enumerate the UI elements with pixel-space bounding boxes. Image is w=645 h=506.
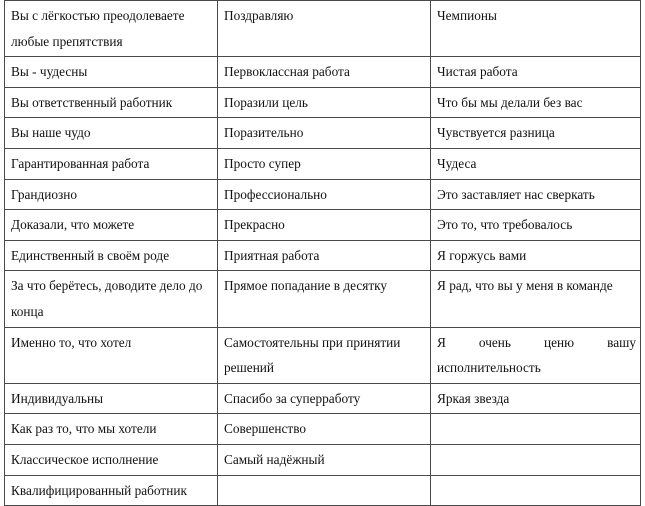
- table-cell: Первоклассная работа: [218, 57, 431, 88]
- table-cell: За что берётесь, доводите дело до конца: [5, 271, 218, 327]
- table-cell: Чувствуется разница: [431, 118, 641, 149]
- table-row: [5, 179, 641, 210]
- table-cell: Именно то, что хотел: [5, 327, 218, 383]
- table-cell: Что бы мы делали без вас: [431, 87, 641, 118]
- table-cell: Индивидуальны: [5, 383, 218, 414]
- table-cell: Я очень ценю вашу исполнительность: [431, 327, 641, 383]
- table-cell: Это заставляет нас сверкать: [431, 179, 641, 210]
- table-cell: Вы с лёгкостью преодолеваете любые препятствия: [5, 1, 218, 57]
- table-cell: Совершенство: [218, 414, 431, 445]
- table-cell: Я рад, что вы у меня в команде: [431, 271, 641, 327]
- table-cell: Единственный в своём роде: [5, 240, 218, 271]
- table-cell: Чудеса: [431, 148, 641, 179]
- table-cell: [431, 475, 641, 506]
- table-cell: Вы ответственный работник: [5, 87, 218, 118]
- table-cell: Поздравляю: [218, 1, 431, 57]
- table-row: [5, 1, 641, 57]
- table-row: [5, 383, 641, 414]
- table-row: [5, 210, 641, 241]
- table-row: [5, 475, 641, 506]
- table-cell: Чемпионы: [431, 1, 641, 57]
- table-cell: Поразительно: [218, 118, 431, 149]
- table-cell: Спасибо за суперработу: [218, 383, 431, 414]
- table-cell: Доказали, что можете: [5, 210, 218, 241]
- table-row: [5, 87, 641, 118]
- table-row: [5, 444, 641, 475]
- table-cell: Я горжусь вами: [431, 240, 641, 271]
- table-cell: Как раз то, что мы хотели: [5, 414, 218, 445]
- table-cell: Это то, что требовалось: [431, 210, 641, 241]
- table-row: [5, 271, 641, 327]
- table-row: [5, 118, 641, 149]
- table-cell: Вы - чудесны: [5, 57, 218, 88]
- table-cell: [431, 414, 641, 445]
- table-cell: Самый надёжный: [218, 444, 431, 475]
- table-cell: Прекрасно: [218, 210, 431, 241]
- table-cell: Поразили цель: [218, 87, 431, 118]
- table-cell: Яркая звезда: [431, 383, 641, 414]
- table-cell: Просто супер: [218, 148, 431, 179]
- table-row: [5, 414, 641, 445]
- table-row: [5, 148, 641, 179]
- table-row: [5, 57, 641, 88]
- table-cell: [218, 475, 431, 506]
- table-cell: Вы наше чудо: [5, 118, 218, 149]
- phrases-table: [4, 0, 641, 506]
- table-cell: Классическое исполнение: [5, 444, 218, 475]
- table-cell: [431, 444, 641, 475]
- table-cell: Самостоятельны при принятии решений: [218, 327, 431, 383]
- table-row: [5, 240, 641, 271]
- table-cell: Прямое попадание в десятку: [218, 271, 431, 327]
- table-cell: Чистая работа: [431, 57, 641, 88]
- table-cell: Приятная работа: [218, 240, 431, 271]
- table-cell: Профессионально: [218, 179, 431, 210]
- table-row: [5, 327, 641, 383]
- table-cell: Грандиозно: [5, 179, 218, 210]
- table-cell: Гарантированная работа: [5, 148, 218, 179]
- table-cell: Квалифицированный работник: [5, 475, 218, 506]
